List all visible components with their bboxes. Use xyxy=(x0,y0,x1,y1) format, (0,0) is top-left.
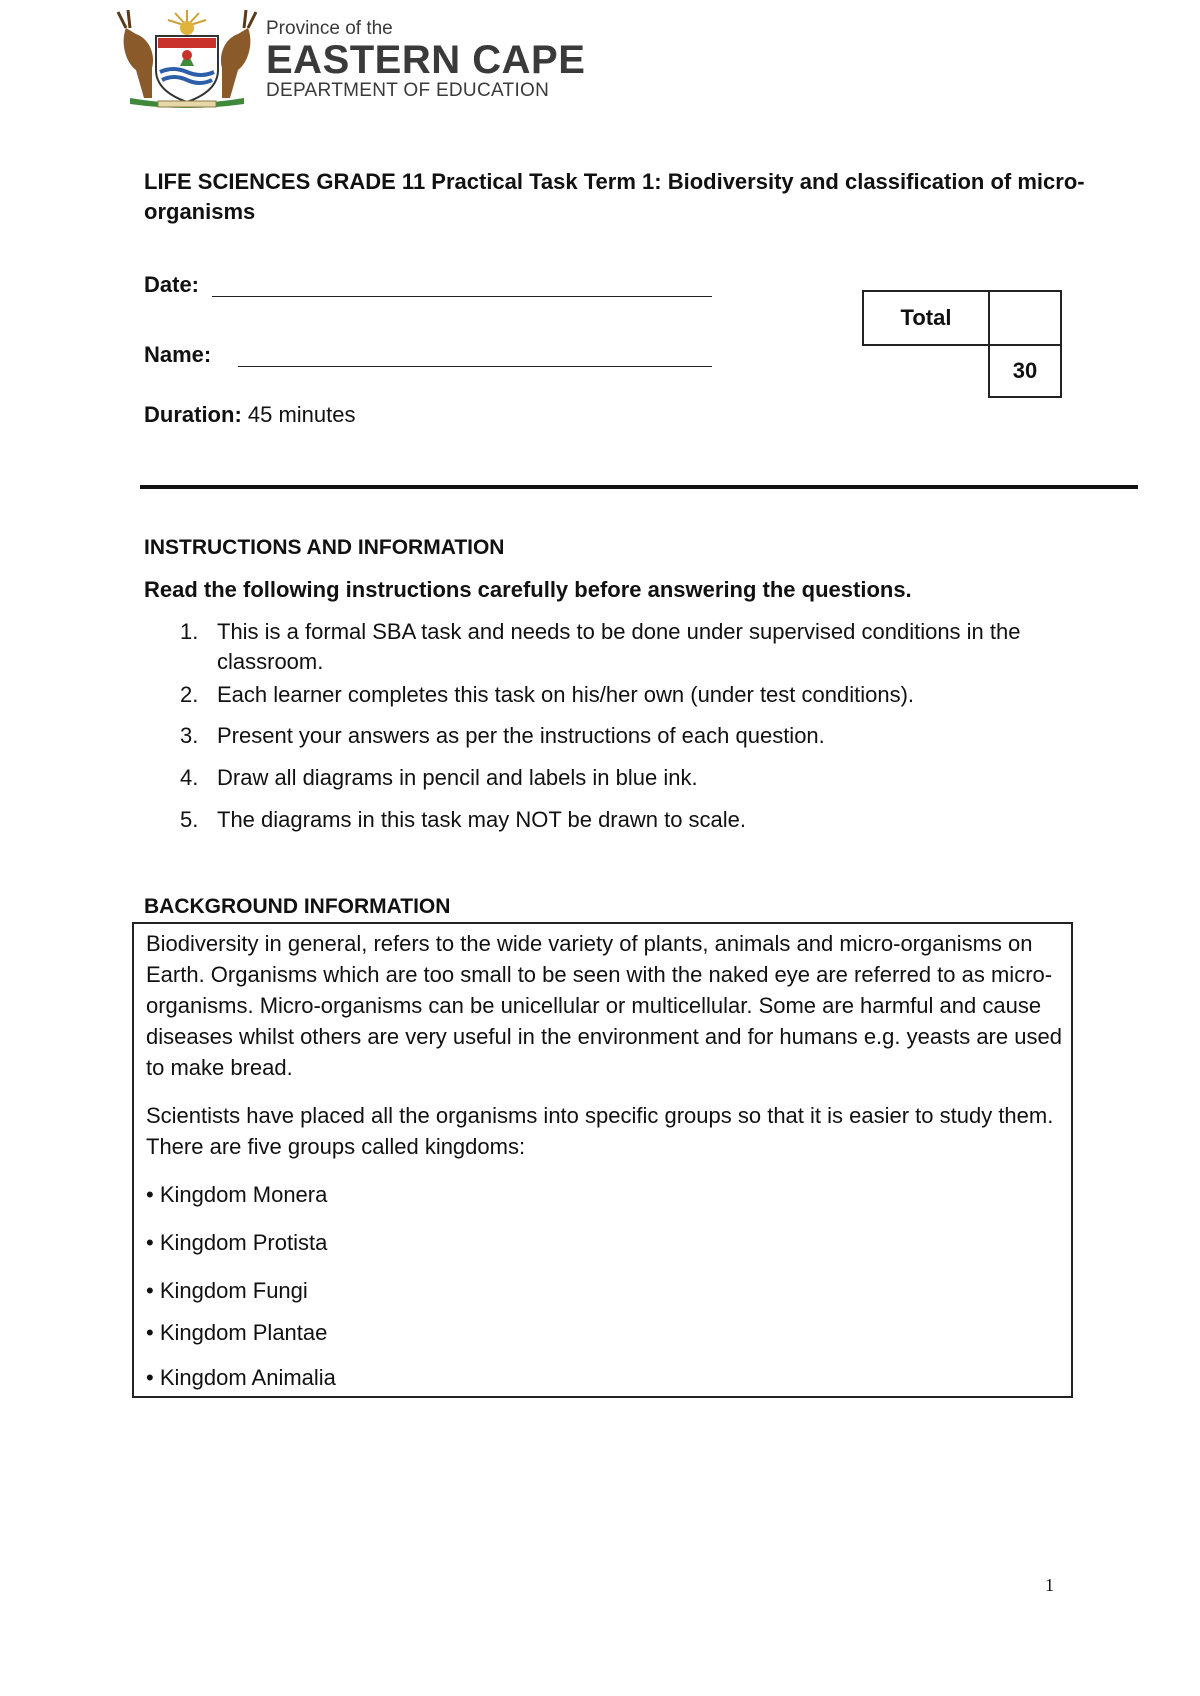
list-number: 4. xyxy=(180,765,199,790)
brand-text xyxy=(266,18,585,102)
brand-province: Province of the xyxy=(266,18,393,39)
list-text: Draw all diagrams in pencil and labels in blue ink. xyxy=(217,765,698,790)
total-label-cell xyxy=(862,290,990,346)
brand-region: EASTERN CAPE xyxy=(266,38,586,82)
department-logo xyxy=(108,8,588,108)
list-text: Each learner completes this task on his/her own (under test conditions). xyxy=(217,682,915,707)
duration-value: 45 minutes xyxy=(241,402,356,427)
kingdom-item: • Kingdom Animalia xyxy=(146,1365,336,1390)
list-text: The diagrams in this task may NOT be drawn to scale. xyxy=(217,807,747,832)
total-score-cell[interactable] xyxy=(988,290,1062,346)
date-label: Date: xyxy=(144,272,200,297)
date-field xyxy=(144,272,199,298)
document-title: LIFE SCIENCES GRADE 11 Practical Task Term 1: Biodiversity and classification of micro-organisms xyxy=(144,169,1085,224)
date-input-line[interactable] xyxy=(212,296,712,297)
name-field xyxy=(144,342,211,368)
coat-of-arms-icon xyxy=(108,8,266,108)
instructions-subheading: Read the following instructions carefully before answering the questions. xyxy=(144,577,912,602)
kingdom-item: • Kingdom Plantae xyxy=(146,1320,328,1345)
background-info-box xyxy=(132,922,1073,1398)
section-divider xyxy=(140,485,1138,489)
kingdom-item: • Kingdom Protista xyxy=(146,1230,328,1255)
instructions-heading: INSTRUCTIONS AND INFORMATION xyxy=(144,536,505,559)
name-label: Name: xyxy=(144,342,212,367)
background-paragraph-1: Biodiversity in general, refers to the wide variety of plants, animals and micro-organisms on Earth. Organisms which are too small to be seen with the naked eye are referred to as micro-organisms. Micro-organisms can be unicellular or multicellular. Some are harmful and cause diseases whilst others are very useful in the environment and for humans e.g. yeasts are used to make bread. xyxy=(146,931,1062,1080)
kingdom-item: • Kingdom Fungi xyxy=(146,1278,308,1303)
list-number: 2. xyxy=(180,682,199,707)
total-max: 30 xyxy=(1012,358,1038,383)
brand-department: DEPARTMENT OF EDUCATION xyxy=(266,80,550,101)
page-number: 1 xyxy=(1045,1575,1054,1595)
list-text: This is a formal SBA task and needs to be done under supervised conditions in the classroom. xyxy=(217,619,1021,674)
background-paragraph-2: Scientists have placed all the organisms into specific groups so that it is easier to study them. There are five groups called kingdoms: xyxy=(146,1103,1054,1159)
duration-field xyxy=(144,402,356,428)
kingdom-item: • Kingdom Monera xyxy=(146,1182,328,1207)
total-max-cell xyxy=(988,344,1062,398)
name-input-line[interactable] xyxy=(238,366,712,367)
list-number: 1. xyxy=(180,619,199,644)
list-number: 3. xyxy=(180,723,199,748)
list-text: Present your answers as per the instructions of each question. xyxy=(217,723,825,748)
duration-label: Duration: xyxy=(144,402,242,427)
background-heading: BACKGROUND INFORMATION xyxy=(144,895,451,918)
total-label: Total xyxy=(900,305,952,330)
list-number: 5. xyxy=(180,807,199,832)
